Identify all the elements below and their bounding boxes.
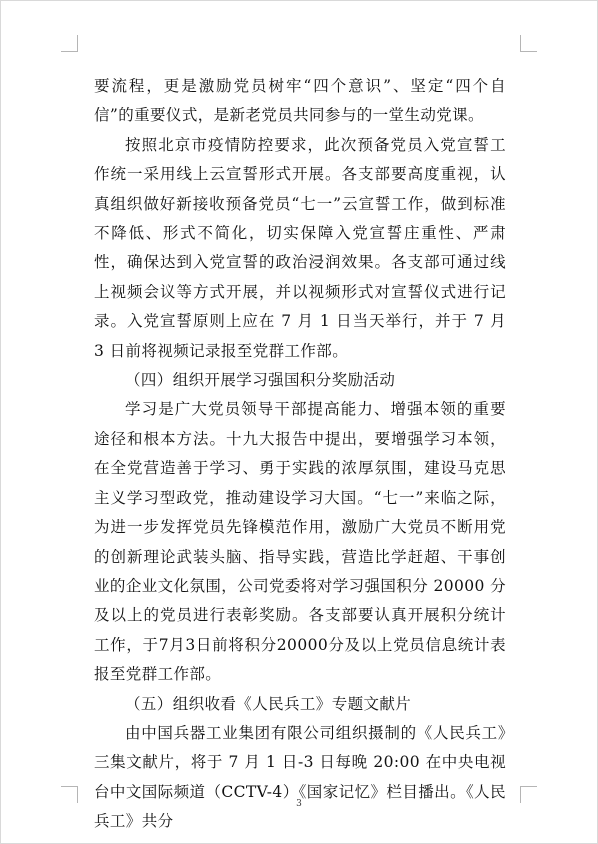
paragraph-online-oath: 按照北京市疫情防控要求，此次预备党员入党宣誓工作统一采用线上云宣誓形式开展。各支部要高度重视，认真组织做好新接收预备党员“七一”云宣誓工作，做到标准不降低、形式不简化，切实保障入党宣誓庄重性、严肃性，确保达到入党宣誓的政治浸润效果。各支部可通过线上视频会议等方式开展，并以视频形式对宣誓仪式进行记录。入党宣誓原则上应在 7 月 1 日当天举行，并于 7 月 3 日前将视频记录报至党群工作部。 bbox=[94, 135, 506, 360]
crop-mark-top-left bbox=[61, 35, 78, 52]
document-body bbox=[94, 72, 506, 837]
page-number: 3 bbox=[296, 799, 302, 809]
paragraph-study-points: 学习是广大党员领导干部提高能力、增强本领的重要途径和根本方法。十九大报告中提出，要增强学习本领，在全党营造善于学习、勇于实践的浓厚氛围，建设马克思主义学习型政党，推动建设学习大国。“七一”来临之际，为进一步发挥党员先锋模范作用，激励广大党员不断用党的创新理论武装头脑、指导实践，营造比学赶超、干事创业的企业文化氛围，公司党委将对学习强国积分 20000 分及以上的党员进行表彰奖励。各支部要认真开展积分统计工作，于7月3日前将积分20000分及以上党员信息统计表报至党群工作部。 bbox=[94, 400, 506, 684]
section-heading-four: （四）组织开展学习强国积分奖励活动 bbox=[125, 371, 396, 390]
paragraph-continuation: 要流程，更是激励党员树牢“四个意识”、坚定“四个自信”的重要仪式，是新老党员共同参与的一堂生动党课。 bbox=[94, 77, 506, 125]
crop-mark-top-right bbox=[520, 35, 537, 52]
paragraph-documentary: 由中国兵器工业集团有限公司组织摄制的《人民兵工》三集文献片，将于 7 月 1 日-3 日每晚 20:00 在中央电视台中文国际频道（CCTV-4）《国家记忆》栏目播出。《人民兵工》共分 bbox=[94, 723, 506, 831]
section-heading-five: （五）组织收看《人民兵工》专题文献片 bbox=[125, 694, 412, 713]
